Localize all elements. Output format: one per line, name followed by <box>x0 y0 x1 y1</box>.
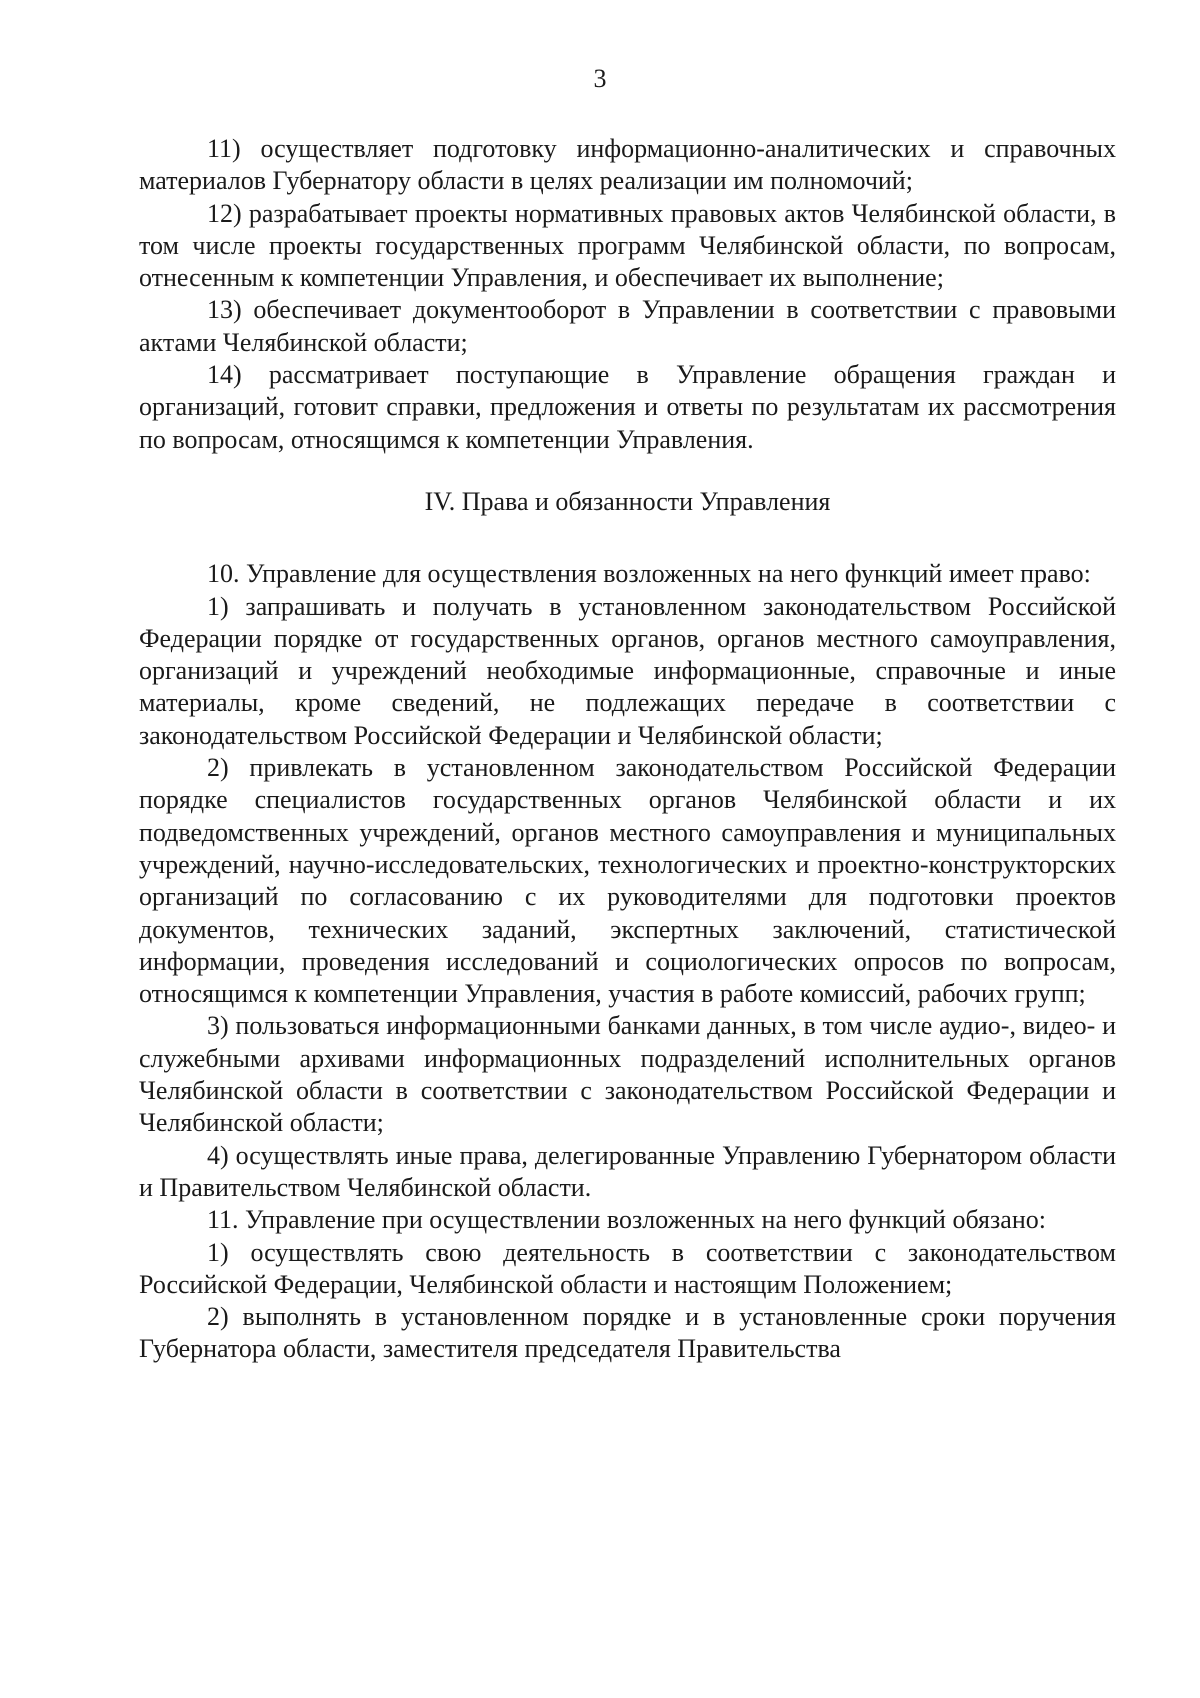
paragraph-right-2: 2) привлекать в установленном законодательством Российской Федерации порядке специалистов государственных органов Челябинской области и их подведомственных учреждений, органов местного самоуправления и муниципальных учреждений, научно-исследовательских, технологических и проектно-конструкторских организаций по согласованию с их руководителями для подготовки проектов документов, технических заданий, экспертных заключений, статистической информации, проведения исследований и социологических опросов по вопросам, относящимся к компетенции Управления, участия в работе комиссий, рабочих групп; <box>139 753 1116 1009</box>
page-number: 3 <box>593 64 607 93</box>
paragraph-right-3: 3) пользоваться информационными банками данных, в том числе аудио-, видео- и служебными архивами информационных подразделений исполнительных органов Челябинской области в соответствии с законодательством Российской Федерации и Челябинской области; <box>139 1011 1116 1138</box>
section-heading: IV. Права и обязанности Управления <box>424 486 831 516</box>
paragraph-item-14: 14) рассматривает поступающие в Управление обращения граждан и организаций, готовит справки, предложения и ответы по результатам их рассмотрения по вопросам, относящимся к компетенции Управления. <box>139 360 1116 454</box>
paragraph-clause-10: 10. Управление для осуществления возложенных на него функций имеет право: <box>207 559 1091 589</box>
paragraph-item-13: 13) обеспечивает документооборот в Управлении в соответствии с правовыми актами Челябинской области; <box>139 295 1116 357</box>
paragraph-duty-1: 1) осуществлять свою деятельность в соответствии с законодательством Российской Федерации, Челябинской области и настоящим Положением; <box>139 1237 1116 1299</box>
document-body <box>139 133 1116 1366</box>
paragraph-duty-2: 2) выполнять в установленном порядке и в установленные сроки поручения Губернатора области, заместителя председателя Правительства <box>139 1302 1116 1364</box>
paragraph-clause-11: 11. Управление при осуществлении возложенных на него функций обязано: <box>207 1205 1046 1235</box>
paragraph-right-1: 1) запрашивать и получать в установленном законодательством Российской Федерации порядке от государственных органов, органов местного самоуправления, организаций и учреждений необходимые информационные, справочные и иные материалы, кроме сведений, не подлежащих передаче в соответствии с законодательством Российской Федерации и Челябинской области; <box>139 591 1116 750</box>
paragraph-item-12: 12) разрабатывает проекты нормативных правовых актов Челябинской области, в том числе проекты государственных программ Челябинской области, по вопросам, отнесенным к компетенции Управления, и обеспечивает их выполнение; <box>139 198 1116 293</box>
paragraph-right-4: 4) осуществлять иные права, делегированные Управлению Губернатором области и Правительством Челябинской области. <box>139 1140 1116 1202</box>
paragraph-item-11: 11) осуществляет подготовку информационно-аналитических и справочных материалов Губернатору области в целях реализации им полномочий; <box>139 134 1116 196</box>
